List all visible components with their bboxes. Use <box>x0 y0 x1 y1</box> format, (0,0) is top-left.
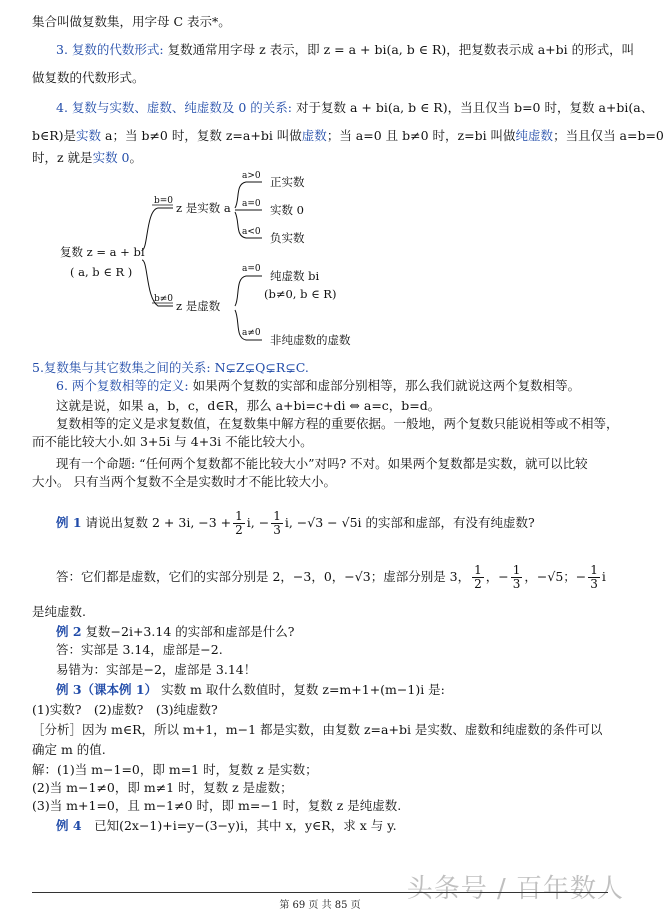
tree-leaf: 纯虚数 bi <box>270 269 320 283</box>
footer-divider <box>32 892 608 893</box>
tree-cond: a>0 <box>242 171 261 181</box>
fraction-third <box>511 564 523 591</box>
tree-cond: b≠0 <box>154 294 174 304</box>
section-text: 对于复数 a + bi(a, b ∈ R)，当且仅当 b=0 时，复数 a+bi(a、 <box>292 100 654 115</box>
keyword-pure-imaginary: 纯虚数 <box>515 128 554 143</box>
tree-root-cond: ( a, b ∈ R ) <box>70 265 133 279</box>
section-4 <box>56 100 656 116</box>
text-segment: 实数 m 取什么数值时，复数 z=m+1+(m−1)i 是: <box>157 682 445 697</box>
tree-cond: a=0 <box>242 264 261 274</box>
text-line: 解：(1)当 m−1=0，即 m=1 时，复数 z 是实数； <box>32 762 318 777</box>
text-line: 大小。 只有当两个复数不全是实数时才不能比较大小。 <box>32 474 336 489</box>
text-segment: a；当 b≠0 时，复数 z=a+bi 叫做 <box>101 128 302 143</box>
tree-leaf-cond: (b≠0, b ∈ R) <box>264 287 337 301</box>
text-line: 确定 m 的值. <box>32 742 106 757</box>
tree-leaf: 正实数 <box>270 175 305 189</box>
frac-num: 1 <box>474 563 482 577</box>
text-line: 而不能比较大小.如 3+5i 与 4+3i 不能比较大小。 <box>32 434 313 449</box>
tree-cond: a≠0 <box>242 328 261 338</box>
fraction-half <box>233 510 245 537</box>
tree-leaf: 负实数 <box>270 231 305 245</box>
section-text: 复数通常用字母 z 表示，即 z = a + bi(a, b ∈ R)，把复数表示成 a+bi 的形式，叫 <box>163 42 635 57</box>
section-title: 4. 复数与实数、虚数、纯虚数及 0 的关系: <box>56 100 293 115</box>
text-segment: ，− <box>485 569 509 584</box>
text-line: (2)当 m−1≠0，即 m≠1 时，复数 z 是虚数； <box>32 780 293 795</box>
frac-num: 1 <box>512 563 521 577</box>
text-line: 做复数的代数形式。 <box>32 70 145 85</box>
text-segment: i, −√3 − √5i 的实部和虚部，有没有纯虚数? <box>284 515 535 530</box>
section-3 <box>56 42 656 58</box>
fraction-third <box>271 510 283 537</box>
frac-den: 2 <box>235 523 243 537</box>
tree-branch <box>235 276 262 306</box>
keyword-imaginary: 虚数 <box>301 128 327 143</box>
frac-den: 3 <box>273 523 281 537</box>
text-segment: 时，z 就是 <box>32 150 93 165</box>
text-segment: ，−√5；− <box>524 569 587 584</box>
fraction-third <box>588 564 600 591</box>
example-3 <box>56 682 656 698</box>
example-1 <box>56 508 656 538</box>
section-title: 6. 两个复数相等的定义: <box>56 378 189 393</box>
section-5: 5.复数集与其它数集之间的关系: N⊊Z⊊Q⊊R⊊C. <box>32 360 309 375</box>
tree-node-real: z 是实数 a <box>176 201 231 215</box>
keyword-zero: 实数 0 <box>92 150 130 165</box>
text-segment: 。 <box>129 150 143 165</box>
text-segment: 请说出复数 2 + 3i, −3 + <box>81 515 232 530</box>
text-line: (3)当 m+1=0，且 m−1≠0 时，即 m=−1 时，复数 z 是纯虚数. <box>32 798 402 813</box>
frac-den: 3 <box>590 577 598 591</box>
frac-den: 2 <box>474 577 482 591</box>
text-segment: 已知(2x−1)+i=y−(3−y)i，其中 x，y∈R，求 x 与 y. <box>81 818 397 833</box>
text-line <box>32 128 664 144</box>
tree-cond: a<0 <box>242 227 261 237</box>
tree-root-label: 复数 z = a + bi <box>60 245 145 259</box>
example-4 <box>56 818 656 834</box>
text-line: 易错为：实部是−2，虚部是 3.14！ <box>56 662 257 677</box>
answer-1 <box>56 562 656 592</box>
text-segment: 答：它们都是虚数，它们的实部分别是 2，−3，0，−√3；虚部分别是 3， <box>56 569 471 584</box>
tree-leaf: 实数 0 <box>270 203 304 217</box>
watermark: 头条号 / 百年数人 <box>406 874 624 904</box>
text-segment: i, − <box>246 515 270 530</box>
example-label: 例 4 <box>56 818 82 833</box>
tree-cond: b=0 <box>154 196 174 206</box>
keyword-real: 实数 <box>76 128 102 143</box>
text-line: 这就是说，如果 a，b，c，d∈R，那么 a+bi=c+di ⇔ a=c，b=d。 <box>56 398 441 413</box>
example-2 <box>56 624 656 640</box>
text-segment: i <box>601 569 606 584</box>
example-label: 例 2 <box>56 624 82 639</box>
text-segment: 复数−2i+3.14 的实部和虚部是什么? <box>81 624 295 639</box>
text-segment: b∈R)是 <box>32 128 77 143</box>
text-line: 是纯虚数. <box>32 604 86 619</box>
frac-num: 1 <box>590 563 598 577</box>
text-segment: ；当且仅当 a=b=0 <box>553 128 664 143</box>
text-line: 集合叫做复数集，用字母 C 表示*。 <box>32 14 231 29</box>
section-title: 3. 复数的代数形式: <box>56 42 164 57</box>
text-line: (1)实数? (2)虚数? (3)纯虚数? <box>32 702 218 717</box>
text-line: 复数相等的定义是求复数值，在复数集中解方程的重要依据。一般地，两个复数只能说相等或不相等， <box>56 416 619 431</box>
text-line: 答：实部是 3.14，虚部是−2. <box>56 642 223 657</box>
page-number: 第 69 页 共 85 页 <box>279 900 361 911</box>
section-text: 如果两个复数的实部和虚部分别相等，那么我们就说这两个复数相等。 <box>188 378 581 393</box>
text-line: 现有一个命题: “任何两个复数都不能比较大小”对吗? 不对。如果两个复数都是实数，就可以比较 <box>56 456 588 471</box>
frac-num: 1 <box>273 509 281 523</box>
frac-num: 1 <box>235 509 243 523</box>
text-segment: ；当 a=0 且 b≠0 时，z=bi 叫做 <box>326 128 516 143</box>
classification-tree <box>30 170 630 360</box>
text-line <box>32 150 632 166</box>
example-label: 例 3（课本例 1） <box>56 682 158 697</box>
tree-node-imag: z 是虚数 <box>176 299 221 313</box>
section-6 <box>56 378 656 394</box>
tree-leaf: 非纯虚数的虚数 <box>270 333 351 347</box>
fraction-half <box>472 564 484 591</box>
frac-den: 3 <box>512 577 521 591</box>
tree-branch <box>142 208 173 250</box>
tree-cond: a=0 <box>242 199 261 209</box>
example-label: 例 1 <box>56 515 82 530</box>
text-line: ［分析］因为 m∈R，所以 m+1，m−1 都是实数，由复数 z=a+bi 是实数、虚数和纯虚数的条件可以 <box>32 722 603 737</box>
